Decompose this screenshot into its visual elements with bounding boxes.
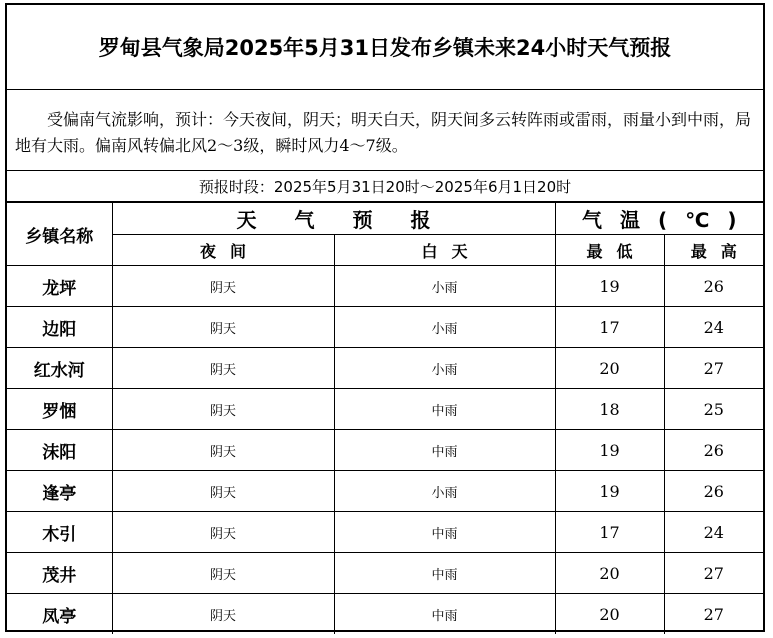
day-weather: 小雨	[334, 266, 555, 307]
table-row	[7, 471, 763, 512]
night-weather: 阴天	[112, 430, 334, 471]
town-name: 逢亭	[7, 471, 112, 512]
max-temp: 27	[664, 553, 763, 594]
min-temp: 18	[555, 389, 664, 430]
table-row	[7, 348, 763, 389]
town-name: 木引	[7, 512, 112, 553]
table-row	[7, 307, 763, 348]
day-weather: 中雨	[334, 594, 555, 635]
town-name: 沫阳	[7, 430, 112, 471]
forecast-table	[7, 202, 763, 634]
min-temp: 19	[555, 266, 664, 307]
night-weather: 阴天	[112, 266, 334, 307]
header-min: 最低	[555, 235, 664, 266]
max-temp: 27	[664, 348, 763, 389]
min-temp: 19	[555, 471, 664, 512]
town-name: 罗悃	[7, 389, 112, 430]
night-weather: 阴天	[112, 348, 334, 389]
table-row	[7, 389, 763, 430]
day-weather: 中雨	[334, 389, 555, 430]
day-weather: 小雨	[334, 471, 555, 512]
day-weather: 小雨	[334, 307, 555, 348]
table-row	[7, 512, 763, 553]
min-temp: 17	[555, 512, 664, 553]
max-temp: 26	[664, 430, 763, 471]
min-temp: 20	[555, 594, 664, 635]
forecast-summary: 受偏南气流影响，预计：今天夜间，阴天；明天白天，阴天间多云转阵雨或雷雨，雨量小到中雨，局地有大雨。偏南风转偏北风2～3级，瞬时风力4～7级。	[7, 90, 763, 171]
header-max: 最高	[664, 235, 763, 266]
header-town: 乡镇名称	[7, 203, 112, 266]
max-temp: 24	[664, 307, 763, 348]
min-temp: 20	[555, 348, 664, 389]
town-name: 凤亭	[7, 594, 112, 635]
table-row	[7, 594, 763, 635]
min-temp: 17	[555, 307, 664, 348]
document-title: 罗甸县气象局2025年5月31日发布乡镇未来24小时天气预报	[7, 5, 763, 90]
night-weather: 阴天	[112, 553, 334, 594]
max-temp: 24	[664, 512, 763, 553]
max-temp: 27	[664, 594, 763, 635]
night-weather: 阴天	[112, 512, 334, 553]
night-weather: 阴天	[112, 307, 334, 348]
night-weather: 阴天	[112, 471, 334, 512]
town-name: 茂井	[7, 553, 112, 594]
day-weather: 小雨	[334, 348, 555, 389]
day-weather: 中雨	[334, 512, 555, 553]
min-temp: 20	[555, 553, 664, 594]
max-temp: 25	[664, 389, 763, 430]
town-name: 龙坪	[7, 266, 112, 307]
header-temperature: 气温(℃)	[555, 203, 763, 235]
max-temp: 26	[664, 471, 763, 512]
min-temp: 19	[555, 430, 664, 471]
header-day: 白天	[334, 235, 555, 266]
table-row	[7, 266, 763, 307]
table-row	[7, 553, 763, 594]
night-weather: 阴天	[112, 594, 334, 635]
max-temp: 26	[664, 266, 763, 307]
day-weather: 中雨	[334, 553, 555, 594]
table-row	[7, 430, 763, 471]
town-name: 边阳	[7, 307, 112, 348]
forecast-period: 预报时段：2025年5月31日20时～2025年6月1日20时	[7, 171, 763, 202]
forecast-document	[5, 3, 765, 632]
day-weather: 中雨	[334, 430, 555, 471]
night-weather: 阴天	[112, 389, 334, 430]
header-night: 夜间	[112, 235, 334, 266]
header-weather: 天气预报	[112, 203, 555, 235]
town-name: 红水河	[7, 348, 112, 389]
